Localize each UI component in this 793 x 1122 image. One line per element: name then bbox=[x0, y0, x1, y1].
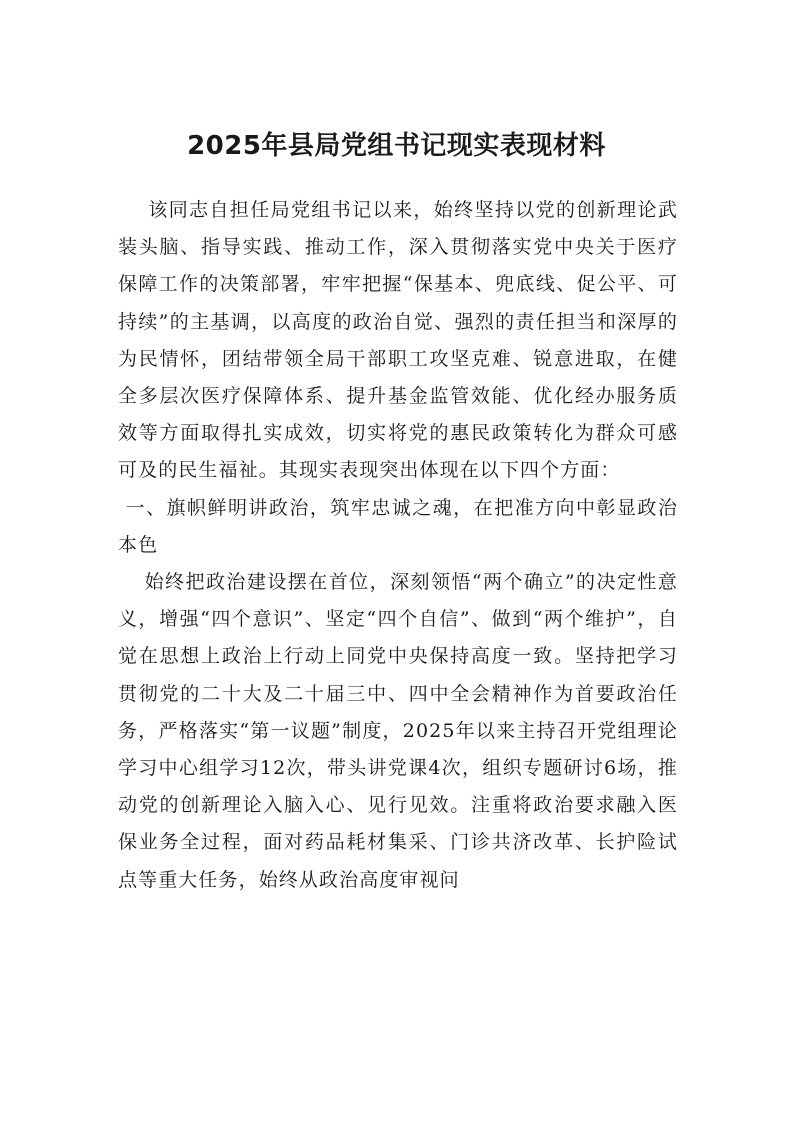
section-heading-1: 一、旗帜鲜明讲政治，筑牢忠诚之魂，在把准方向中彰显政治本色 bbox=[118, 496, 678, 556]
intro-paragraph: 该同志自担任局党组书记以来，始终坚持以党的创新理论武装头脑、指导实践、推动工作，深入贯彻落实党中央关于医疗保障工作的决策部署，牢牢把握“保基本、兜底线、促公平、可持续”的主基调，以高度的政治自觉、强烈的责任担当和深厚的为民情怀，团结带领全局干部职工攻坚克难、锐意进取，在健全多层次医疗保障体系、提升基金监管效能、优化经办服务质效等方面取得扎实成效，切实将党的惠民政策转化为群众可感可及的民生福祉。其现实表现突出体现在以下四个方面： bbox=[118, 199, 678, 482]
section-1-paragraph: 始终把政治建设摆在首位，深刻领悟“两个确立”的决定性意义，增强“四个意识”、坚定“四个自信”、做到“两个维护”，自觉在思想上政治上行动上同党中央保持高度一致。坚持把学习贯彻党的二十大及二十届三中、四中全会精神作为首要政治任务，严格落实“第一议题”制度，2025年以来主持召开党组理论学习中心组学习12次，带头讲党课4次，组织专题研讨6场，推动党的创新理论入脑入心、见行见效。注重将政治要求融入医保业务全过程，面对药品耗材集采、门诊共济改革、长护险试点等重大任务，始终从政治高度审视问 bbox=[118, 571, 678, 891]
document-title: 2025年县局党组书记现实表现材料 bbox=[187, 131, 606, 161]
document-body bbox=[118, 192, 678, 899]
